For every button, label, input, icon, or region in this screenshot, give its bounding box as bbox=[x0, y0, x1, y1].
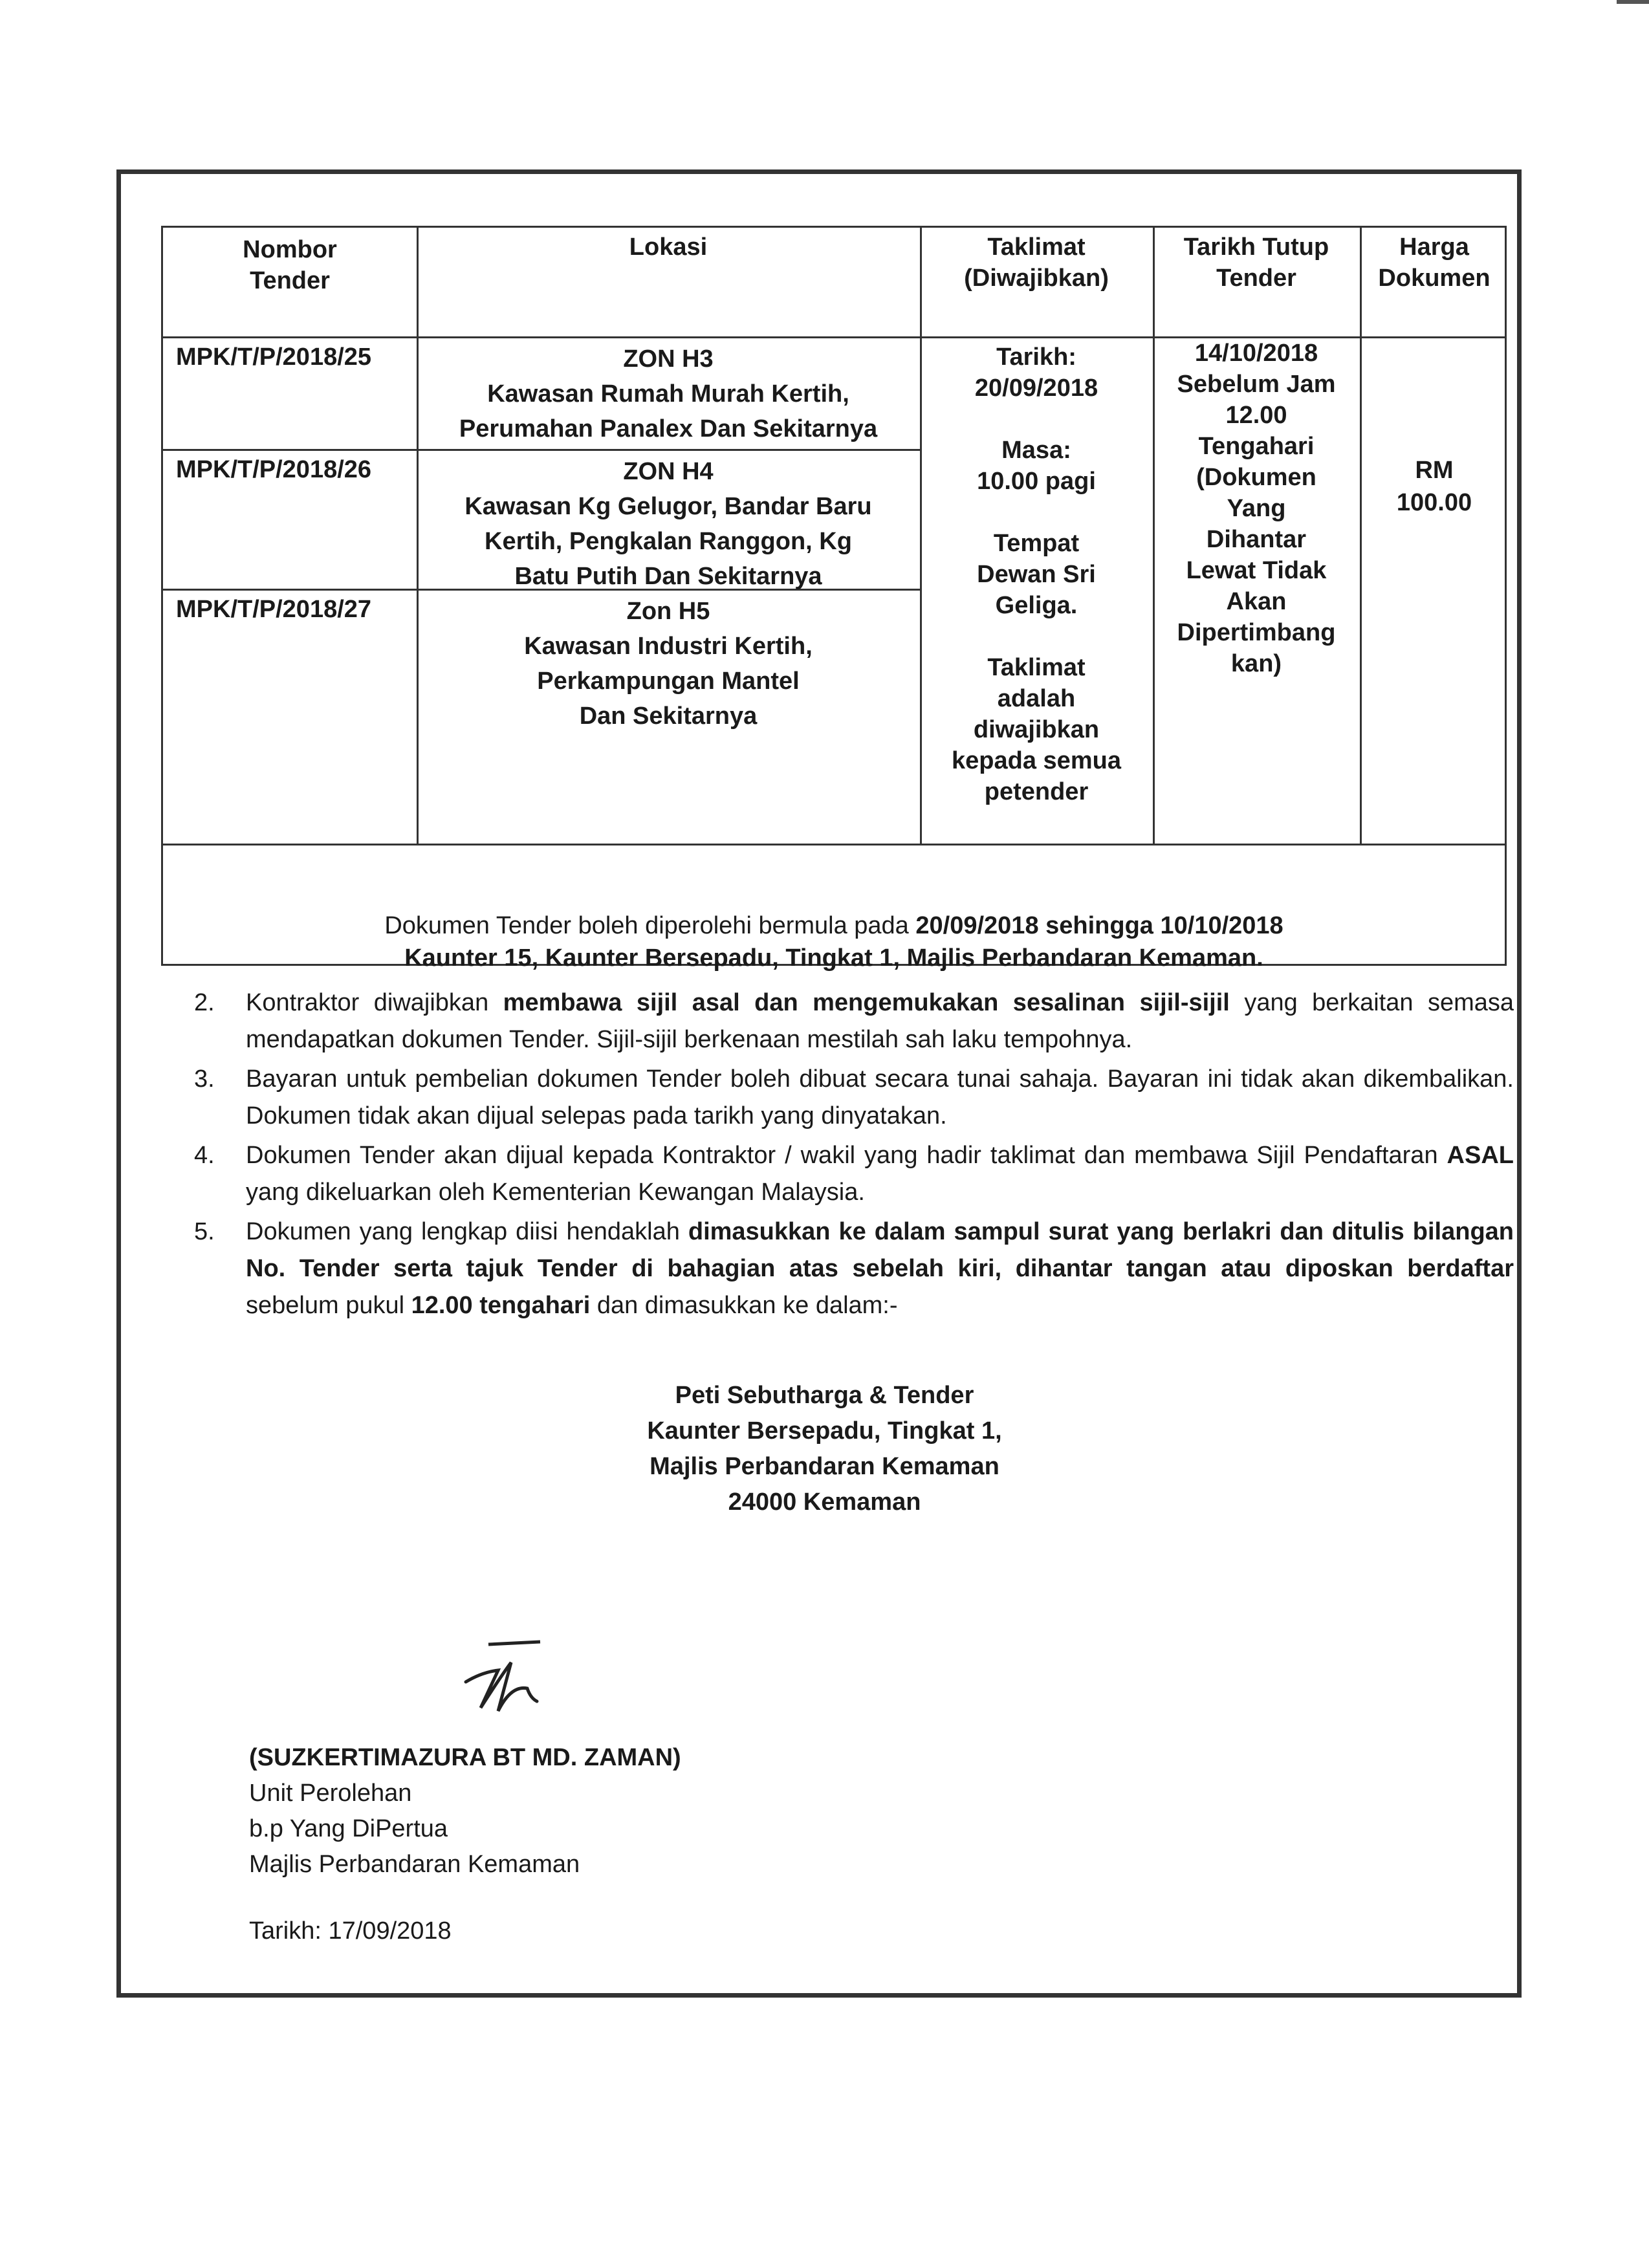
handwritten-signature bbox=[463, 1637, 573, 1721]
header-harga-dokumen: Harga Dokumen bbox=[1378, 234, 1491, 292]
conditions-list bbox=[194, 985, 1514, 1327]
location-cell: ZON H4 Kawasan Kg Gelugor, Bandar Baru Kertih, Pengkalan Ranggon, Kg Batu Putih Dan Sekitarnya bbox=[464, 458, 872, 590]
tender-table bbox=[161, 226, 1507, 972]
document-availability-notice: Dokumen Tender boleh diperolehi bermula pada 20/09/2018 sehingga 10/10/2018 Kaunter 15, Kaunter Bersepadu, Tingkat 1, Majlis Perbandaran Kemaman. bbox=[384, 912, 1283, 972]
header-taklimat: Taklimat (Diwajibkan) bbox=[964, 234, 1109, 292]
header-tarikh-tutup: Tarikh Tutup Tender bbox=[1183, 234, 1329, 292]
submission-address: Peti Sebutharga & Tender Kaunter Bersepadu, Tingkat 1, Majlis Perbandaran Kemaman 24000 Kemaman bbox=[647, 1382, 1002, 1516]
tender-number: MPK/T/P/2018/26 bbox=[176, 456, 372, 483]
location-cell: Zon H5 Kawasan Industri Kertih, Perkampungan Mantel Dan Sekitarnya bbox=[524, 598, 813, 730]
tender-number: MPK/T/P/2018/25 bbox=[176, 343, 372, 371]
header-nombor-tender: Nombor Tender bbox=[243, 236, 337, 294]
document-date: Tarikh: 17/09/2018 bbox=[249, 1917, 452, 1945]
header-lokasi: Lokasi bbox=[629, 234, 708, 261]
scan-edge-mark bbox=[1617, 0, 1649, 4]
taklimat-cell: Tarikh: 20/09/2018 Masa: 10.00 pagi Tempat Dewan Sri Geliga. Taklimat adalah diwajibkan kepada semua petender bbox=[952, 343, 1121, 805]
document-price-cell: RM 100.00 bbox=[1396, 457, 1472, 516]
signatory-block: (SUZKERTIMAZURA BT MD. ZAMAN) Unit Perolehan b.p Yang DiPertua Majlis Perbandaran Kemaman bbox=[249, 1744, 681, 1878]
list-item: 5. Dokumen yang lengkap diisi hendaklah dimasukkan ke dalam sampul surat yang berlakri dan ditulis bilangan No. Tender serta tajuk Tender di bahagian atas sebelah kiri, dihantar tangan atau diposkan berdaftar sebelum pukul 12.00 tengahari dan dimasukkan ke dalam:- bbox=[194, 1218, 1514, 1319]
tender-number: MPK/T/P/2018/27 bbox=[176, 596, 372, 623]
closing-date-cell: 14/10/2018 Sebelum Jam 12.00 Tengahari (Dokumen Yang Dihantar Lewat Tidak Akan Dipertimbang kan) bbox=[1177, 340, 1336, 677]
list-item: 4. Dokumen Tender akan dijual kepada Kontraktor / wakil yang hadir taklimat dan membawa Sijil Pendaftaran ASAL yang dikeluarkan oleh Kementerian Kewangan Malaysia. bbox=[194, 1142, 1514, 1206]
location-cell: ZON H3 Kawasan Rumah Murah Kertih, Perumahan Panalex Dan Sekitarnya bbox=[459, 345, 878, 442]
list-item: 3. Bayaran untuk pembelian dokumen Tender boleh dibuat secara tunai sahaja. Bayaran ini tidak akan dikembalikan. Dokumen tidak akan dijual selepas pada tarikh yang dinyatakan. bbox=[194, 1065, 1514, 1129]
list-item: 2. Kontraktor diwajibkan membawa sijil asal dan mengemukakan sesalinan sijil-sijil yang berkaitan semasa mendapatkan dokumen Tender. Sijil-sijil berkenaan mestilah sah laku tempohnya. bbox=[194, 989, 1514, 1053]
